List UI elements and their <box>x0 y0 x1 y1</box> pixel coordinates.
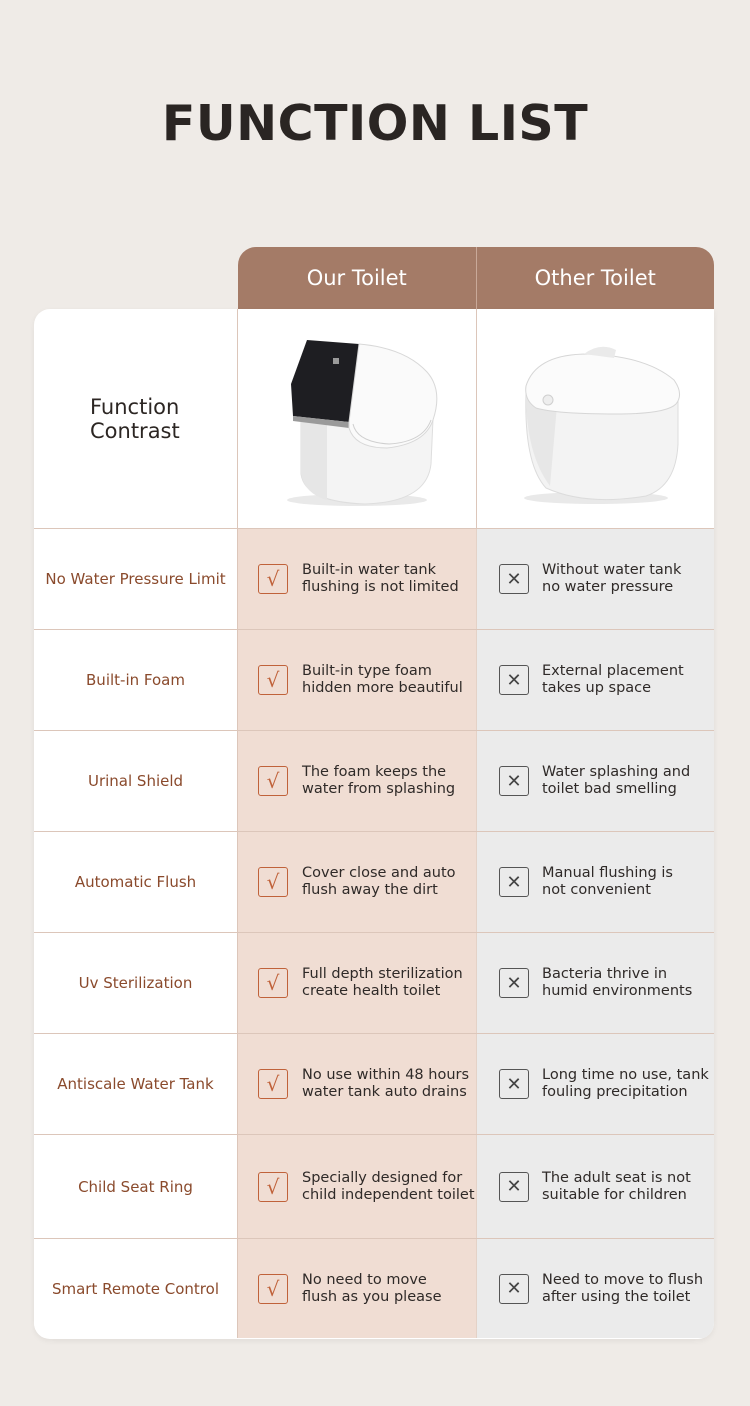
cross-icon: ✕ <box>499 766 529 796</box>
check-icon: √ <box>258 1069 288 1099</box>
our-toilet-description: No need to move flush as you please <box>302 1271 442 1305</box>
feature-label: Automatic Flush <box>34 832 238 932</box>
check-icon: √ <box>258 665 288 695</box>
other-toilet-cell <box>476 630 714 730</box>
our-toilet-cell <box>238 933 476 1033</box>
feature-label: Smart Remote Control <box>34 1239 238 1338</box>
our-toilet-cell <box>238 1239 476 1338</box>
our-toilet-cell <box>238 529 476 629</box>
function-contrast-label: Function Contrast <box>34 309 238 528</box>
our-toilet-description: Full depth sterilization create health toilet <box>302 966 463 999</box>
other-toilet-description: Need to move to flush after using the toilet <box>542 1271 704 1305</box>
cross-icon: ✕ <box>499 1274 529 1304</box>
table-row <box>34 731 714 832</box>
other-toilet-image <box>476 309 714 528</box>
table-row <box>34 630 714 731</box>
column-header-other-toilet: Other Toilet <box>476 247 715 309</box>
feature-label: Uv Sterilization <box>34 933 238 1033</box>
cross-icon: ✕ <box>499 1069 529 1099</box>
other-toilet-description: External placement takes up space <box>542 663 684 696</box>
column-header-our-toilet: Our Toilet <box>306 266 407 290</box>
our-toilet-cell <box>238 731 476 831</box>
our-toilet-description: Built-in type foam hidden more beautiful <box>302 663 463 696</box>
column-header-tab <box>238 247 714 309</box>
other-toilet-cell <box>476 933 714 1033</box>
our-toilet-image <box>238 309 476 528</box>
table-row <box>34 933 714 1034</box>
table-row <box>34 1239 714 1338</box>
other-toilet-description: Long time no use, tank fouling precipitation <box>542 1067 709 1100</box>
other-toilet-cell <box>476 529 714 629</box>
check-icon: √ <box>258 1172 288 1202</box>
feature-label: Built-in Foam <box>34 630 238 730</box>
other-toilet-cell <box>476 1034 714 1134</box>
other-toilet-cell <box>476 1239 714 1338</box>
cross-icon: ✕ <box>499 1172 529 1202</box>
feature-label: Child Seat Ring <box>34 1135 238 1238</box>
other-toilet-cell <box>476 1135 714 1238</box>
other-toilet-description: Bacteria thrive in humid environments <box>542 966 693 999</box>
our-toilet-cell <box>238 630 476 730</box>
check-icon: √ <box>258 867 288 897</box>
feature-label: Urinal Shield <box>34 731 238 831</box>
other-toilet-description: Without water tank no water pressure <box>542 562 682 595</box>
our-toilet-description: Specially designed for child independent toilet <box>302 1169 475 1203</box>
other-toilet-description: Manual flushing is not convenient <box>542 865 673 898</box>
our-toilet-description: The foam keeps the water from splashing <box>302 764 456 797</box>
our-toilet-description: Built-in water tank flushing is not limited <box>302 562 459 595</box>
page-title: FUNCTION LIST <box>161 95 589 152</box>
table-row <box>34 832 714 933</box>
our-toilet-cell <box>238 1034 476 1134</box>
cross-icon: ✕ <box>499 564 529 594</box>
other-toilet-cell <box>476 731 714 831</box>
feature-label: Antiscale Water Tank <box>34 1034 238 1134</box>
check-icon: √ <box>258 564 288 594</box>
other-toilet-description: The adult seat is not suitable for children <box>542 1169 691 1203</box>
table-row <box>34 1135 714 1239</box>
our-toilet-cell <box>238 832 476 932</box>
check-icon: √ <box>258 766 288 796</box>
cross-icon: ✕ <box>499 968 529 998</box>
check-icon: √ <box>258 1274 288 1304</box>
cross-icon: ✕ <box>499 665 529 695</box>
feature-label: No Water Pressure Limit <box>34 529 238 629</box>
cross-icon: ✕ <box>499 867 529 897</box>
other-toilet-cell <box>476 832 714 932</box>
table-row <box>34 1034 714 1135</box>
comparison-table <box>34 309 714 1339</box>
other-toilet-description: Water splashing and toilet bad smelling <box>542 764 691 797</box>
check-icon: √ <box>258 968 288 998</box>
table-row <box>34 529 714 630</box>
product-image-row <box>34 309 714 529</box>
our-toilet-description: No use within 48 hours water tank auto drains <box>302 1067 470 1100</box>
our-toilet-cell <box>238 1135 476 1238</box>
our-toilet-description: Cover close and auto flush away the dirt <box>302 865 456 898</box>
